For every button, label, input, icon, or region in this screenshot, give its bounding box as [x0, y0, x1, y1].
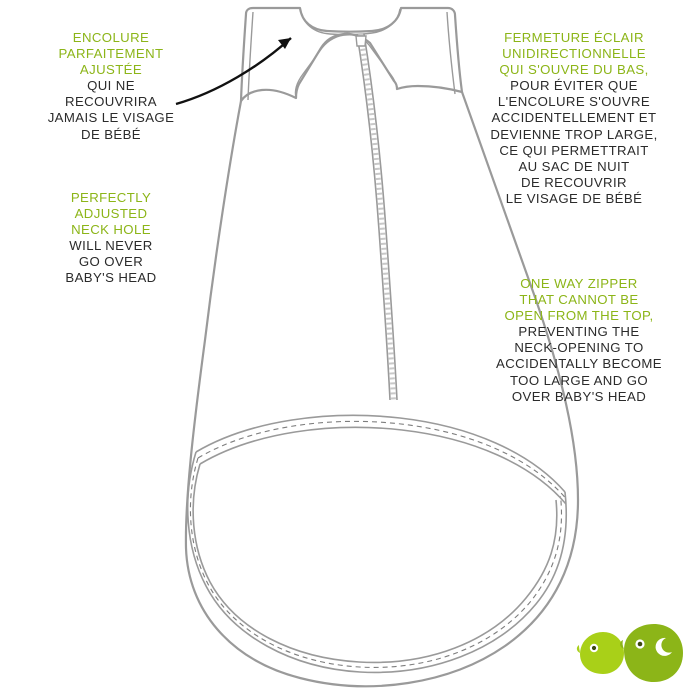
zipper-track [356, 34, 397, 400]
callout-zip-en-line-8: OVER BABY'S HEAD [511, 388, 647, 404]
callout-neck-en-line-5: GO OVER [78, 254, 144, 270]
callout-neck-hole-french [36, 30, 186, 143]
callout-neck-fr-line-2: PARFAITEMENT [58, 46, 164, 62]
callout-zip-en-line-5: NECK-OPENING TO [514, 340, 644, 356]
neck-callout-arrow [176, 38, 291, 104]
callout-zip-fr-line-11: LE VISAGE DE BÉBÉ [505, 190, 643, 206]
callout-neck-fr-line-1: ENCOLURE [72, 30, 150, 45]
bag-top-outline [241, 8, 462, 101]
callout-neck-fr-line-3: AJUSTÉE [79, 62, 143, 78]
callout-neck-en-line-3: NECK HOLE [71, 222, 151, 238]
callout-zip-fr-line-2: UNIDIRECTIONNELLE [502, 46, 646, 62]
callout-zip-fr-line-6: ACCIDENTELLEMENT ET [491, 110, 657, 126]
callout-zip-fr-line-1: FERMETURE ÉCLAIR [504, 30, 644, 45]
right-armhole-inner [347, 35, 397, 89]
zipper-pull [356, 36, 366, 46]
left-strap-inner-line [248, 12, 253, 100]
small-bird-icon [577, 632, 624, 674]
left-armhole-inner [295, 35, 347, 98]
callout-neck-en-line-4: WILL NEVER [69, 238, 153, 254]
callout-zip-en-line-1: ONE WAY ZIPPER [520, 276, 638, 291]
callout-zip-fr-line-10: DE RECOUVRIR [521, 174, 627, 190]
callout-zip-en-line-7: TOO LARGE AND GO [509, 372, 649, 388]
large-bird-icon [620, 624, 683, 682]
callout-zip-en-line-2: THAT CANNOT BE [519, 292, 639, 308]
callout-zip-en-line-3: OPEN FROM THE TOP, [504, 308, 654, 324]
front-opening-stitching [188, 415, 567, 672]
callout-zip-en-line-6: ACCIDENTALLY BECOME [496, 356, 662, 372]
callout-zipper-french [474, 30, 674, 207]
callout-zip-en-line-4: PREVENTING THE [518, 324, 640, 340]
callout-zip-fr-line-8: CE QUI PERMETTRAIT [499, 142, 649, 158]
callout-neck-fr-line-6: JAMAIS LE VISAGE [47, 110, 175, 126]
callout-zip-fr-line-7: DEVIENNE TROP LARGE, [490, 126, 658, 142]
callout-neck-fr-line-7: DE BÉBÉ [81, 126, 141, 142]
callout-zip-fr-line-4: POUR ÉVITER QUE [510, 78, 638, 94]
callout-neck-en-line-2: ADJUSTED [74, 206, 148, 222]
right-strap-inner-line [447, 12, 455, 94]
callout-zip-fr-line-9: AU SAC DE NUIT [518, 158, 630, 174]
callout-neck-en-line-1: PERFECTLY [70, 190, 152, 205]
callout-zip-fr-line-5: L'ENCOLURE S'OUVRE [497, 94, 651, 110]
callout-neck-fr-line-4: QUI NE [87, 78, 135, 94]
callout-zipper-english [484, 276, 674, 405]
callout-neck-fr-line-5: RECOUVRIRA [65, 94, 157, 110]
callout-zip-fr-line-3: QUI S'OUVRE DU BAS, [499, 62, 649, 78]
callout-neck-hole-english [36, 190, 186, 287]
callout-neck-en-line-6: BABY'S HEAD [65, 270, 157, 286]
two-birds-logo [576, 620, 686, 686]
